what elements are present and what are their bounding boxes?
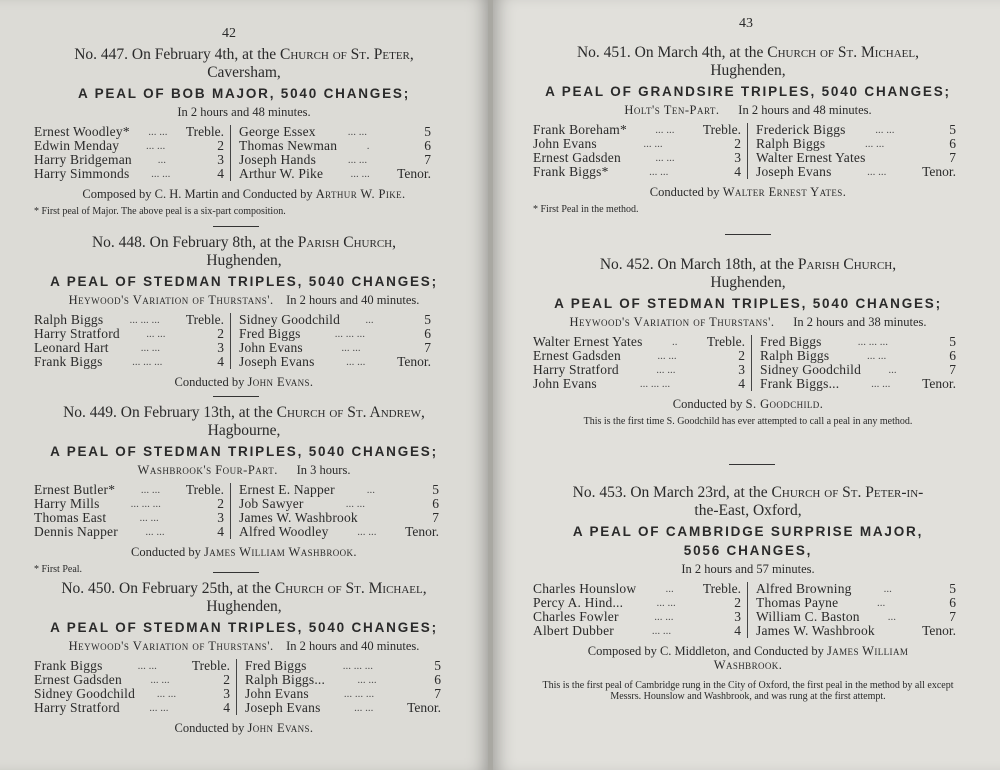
ringer-row: Frank Biggs ... ... ... 4 <box>34 354 224 369</box>
ringer-row: Ralph Biggs ... ... 6 <box>756 136 956 151</box>
ringer-row: Charles Hounslow ... Treble. <box>533 581 741 596</box>
peal-title: A PEAL OF GRANDSIRE TRIPLES, 5040 CHANGES; <box>545 84 951 99</box>
ringer-row: John Evans ... ... ... 7 <box>245 686 441 701</box>
ringer-row: Fred Biggs ... ... ... 5 <box>245 658 441 673</box>
peal-heading: No. 453. On March 23rd, at the Church of St. Peter-in- <box>572 484 924 501</box>
ringer-row: Joseph Evans ... ... Tenor. <box>245 700 441 715</box>
peal-footnote: This is the first peal of Cambridge rung in the City of Oxford, the first peal in the method by all except Messrs. Hounslow and Washbrook, and was rung at the first attempt. <box>542 680 954 702</box>
right-page <box>493 0 1000 770</box>
peal-conductor: Conducted by S. Goodchild. <box>672 397 824 411</box>
peal-subtitle: In 2 hours and 48 minutes. <box>177 105 311 119</box>
ringer-row: Dennis Napper ... ... 4 <box>34 524 224 539</box>
section-divider <box>213 226 259 227</box>
peal-subtitle: In 2 hours and 57 minutes. <box>681 562 815 576</box>
peal-location: Hughenden, <box>206 252 282 269</box>
peal-title: A PEAL OF BOB MAJOR, 5040 CHANGES; <box>78 86 410 101</box>
ringer-row: Thomas Newman . 6 <box>239 138 431 153</box>
ringer-row: Leonard Hart ... ... 3 <box>34 340 224 355</box>
ringer-row: Ralph Biggs... ... ... 6 <box>245 672 441 687</box>
ringer-row: Sidney Goodchild ... 7 <box>760 362 956 377</box>
ringer-row: Frank Biggs* ... ... 4 <box>533 164 741 179</box>
ringer-row: Alfred Browning ... 5 <box>756 581 956 596</box>
peal-footnote: This is the first time S. Goodchild has ever attempted to call a peal in any method. <box>583 416 913 427</box>
peal-title: A PEAL OF CAMBRIDGE SURPRISE MAJOR, <box>572 524 924 539</box>
section-divider <box>213 572 259 573</box>
section-divider <box>213 396 259 397</box>
ringer-row: Albert Dubber ... ... 4 <box>533 623 741 638</box>
peal-subtitle: Holt's Ten-Part. In 2 hours and 48 minutes. <box>624 103 872 117</box>
ringer-row: Walter Ernest Yates 7 <box>756 150 956 165</box>
peal-entry <box>533 256 963 427</box>
peal-heading: No. 450. On February 25th, at the Church of St. Michael, <box>61 580 427 597</box>
ringer-row: Ernest Gadsden ... ... 2 <box>533 348 745 363</box>
ringer-row: Ralph Biggs ... ... 6 <box>760 348 956 363</box>
ringer-row: Harry Bridgeman ... 3 <box>34 152 224 167</box>
ringer-row: Frank Boreham* ... ... Treble. <box>533 122 741 137</box>
ringers-table <box>533 335 963 391</box>
ringer-row: Charles Fowler ... ... 3 <box>533 609 741 624</box>
ringer-row: Edwin Menday ... ... 2 <box>34 138 224 153</box>
ringer-row: Harry Stratford ... ... 3 <box>533 362 745 377</box>
ringer-row: Sidney Goodchild ... 5 <box>239 312 431 327</box>
ringer-row: George Essex ... ... 5 <box>239 124 431 139</box>
peal-entry <box>533 44 963 215</box>
peal-entry <box>34 234 454 390</box>
peal-location: Hughenden, <box>206 598 282 615</box>
ringer-row: Harry Mills ... ... ... 2 <box>34 496 224 511</box>
ringers-table <box>34 483 454 539</box>
ringers-table <box>34 659 454 715</box>
ringer-row: Percy A. Hind... ... ... 2 <box>533 595 741 610</box>
section-divider <box>725 234 771 235</box>
peal-heading: No. 447. On February 4th, at the Church of St. Peter, <box>74 46 414 63</box>
page-number: 43 <box>739 16 753 31</box>
peal-title: A PEAL OF STEDMAN TRIPLES, 5040 CHANGES; <box>50 274 438 289</box>
ringer-row: Ernest Woodley* ... ... Treble. <box>34 124 224 139</box>
ringer-row: Harry Stratford ... ... 2 <box>34 326 224 341</box>
peal-conductor: Conducted by James William Washbrook. <box>131 545 357 559</box>
ringer-row: Job Sawyer ... ... 6 <box>239 496 439 511</box>
ringers-table <box>533 123 963 179</box>
ringer-row: Ernest Butler* ... ... Treble. <box>34 482 224 497</box>
ringers-table <box>34 313 454 369</box>
ringer-row: Thomas Payne ... 6 <box>756 595 956 610</box>
peal-location: Hughenden, <box>710 62 786 79</box>
ringer-row: Ernest Gadsden ... ... 2 <box>34 672 230 687</box>
ringer-row: Frederick Biggs ... ... 5 <box>756 122 956 137</box>
ringer-row: Joseph Hands ... ... 7 <box>239 152 431 167</box>
peal-footnote: * First Peal in the method. <box>533 204 639 215</box>
ringer-row: John Evans ... ... 7 <box>239 340 431 355</box>
ringer-row: Joseph Evans ... ... Tenor. <box>239 354 431 369</box>
ringer-row: James W. Washbrook Tenor. <box>756 623 956 638</box>
peal-entry <box>34 404 454 575</box>
ringer-row: Frank Biggs ... ... Treble. <box>34 658 230 673</box>
ringer-row: Fred Biggs ... ... ... 5 <box>760 334 956 349</box>
peal-subtitle: Heywood's Variation of Thurstans'. In 2 hours and 38 minutes. <box>569 315 927 329</box>
peal-conductor: Conducted by John Evans. <box>174 721 314 735</box>
ringer-row: Ernest Gadsden ... ... 3 <box>533 150 741 165</box>
peal-conductor: Conducted by John Evans. <box>174 375 314 389</box>
peal-title: A PEAL OF STEDMAN TRIPLES, 5040 CHANGES; <box>554 296 942 311</box>
ringers-table <box>34 125 454 181</box>
ringer-row: Harry Stratford ... ... 4 <box>34 700 230 715</box>
ringer-row: Walter Ernest Yates .. Treble. <box>533 334 745 349</box>
ringers-table <box>533 582 963 638</box>
peal-subtitle: Heywood's Variation of Thurstans'. In 2 hours and 40 minutes. <box>68 293 420 307</box>
peal-footnote: * First Peal. <box>34 564 83 575</box>
peal-subtitle: Washbrook's Four-Part. In 3 hours. <box>137 463 351 477</box>
peal-conductor: Conducted by Walter Ernest Yates. <box>649 185 847 199</box>
ringer-row: Alfred Woodley ... ... Tenor. <box>239 524 439 539</box>
ringer-row: Frank Biggs... ... ... Tenor. <box>760 376 956 391</box>
ringer-row: William C. Baston ... 7 <box>756 609 956 624</box>
peal-heading: No. 452. On March 18th, at the Parish Church, <box>599 256 897 273</box>
peal-title: A PEAL OF STEDMAN TRIPLES, 5040 CHANGES; <box>50 620 438 635</box>
peal-entry <box>34 46 454 217</box>
peal-location: Caversham, <box>207 64 281 81</box>
ringer-row: John Evans ... ... ... 4 <box>533 376 745 391</box>
left-page <box>0 0 490 770</box>
peal-heading: No. 451. On March 4th, at the Church of St. Michael, <box>576 44 919 61</box>
peal-conductor: Composed by C. Middleton, and Conducted by James William Washbrook. <box>587 644 909 672</box>
peal-footnote: * First peal of Major. The above peal is a six-part composition. <box>34 206 286 217</box>
peal-location: the-East, Oxford, <box>694 502 802 519</box>
ringer-row: Ernest E. Napper ... 5 <box>239 482 439 497</box>
peal-location: Hagbourne, <box>207 422 281 439</box>
peal-title: A PEAL OF STEDMAN TRIPLES, 5040 CHANGES; <box>50 444 438 459</box>
ringer-row: John Evans ... ... 2 <box>533 136 741 151</box>
peal-location: Hughenden, <box>710 274 786 291</box>
ringer-row: Harry Simmonds ... ... 4 <box>34 166 224 181</box>
peal-title-changes: 5056 CHANGES, <box>683 543 813 558</box>
peal-conductor: Composed by C. H. Martin and Conducted by Arthur W. Pike. <box>82 187 406 201</box>
ringer-row: Arthur W. Pike ... ... Tenor. <box>239 166 431 181</box>
ringer-row: Fred Biggs ... ... ... 6 <box>239 326 431 341</box>
ringer-row: Thomas East ... ... 3 <box>34 510 224 525</box>
ringer-row: Sidney Goodchild ... ... 3 <box>34 686 230 701</box>
peal-entry <box>533 484 963 702</box>
peal-heading: No. 449. On February 13th, at the Church of St. Andrew, <box>63 404 425 421</box>
ringer-row: James W. Washbrook 7 <box>239 510 439 525</box>
ringer-row: Joseph Evans ... ... Tenor. <box>756 164 956 179</box>
peal-subtitle: Heywood's Variation of Thurstans'. In 2 hours and 40 minutes. <box>68 639 420 653</box>
page-number: 42 <box>222 26 236 41</box>
ringer-row: Ralph Biggs ... ... ... Treble. <box>34 312 224 327</box>
section-divider <box>729 464 775 465</box>
peal-entry <box>34 580 454 736</box>
peal-heading: No. 448. On February 8th, at the Parish Church, <box>91 234 396 251</box>
